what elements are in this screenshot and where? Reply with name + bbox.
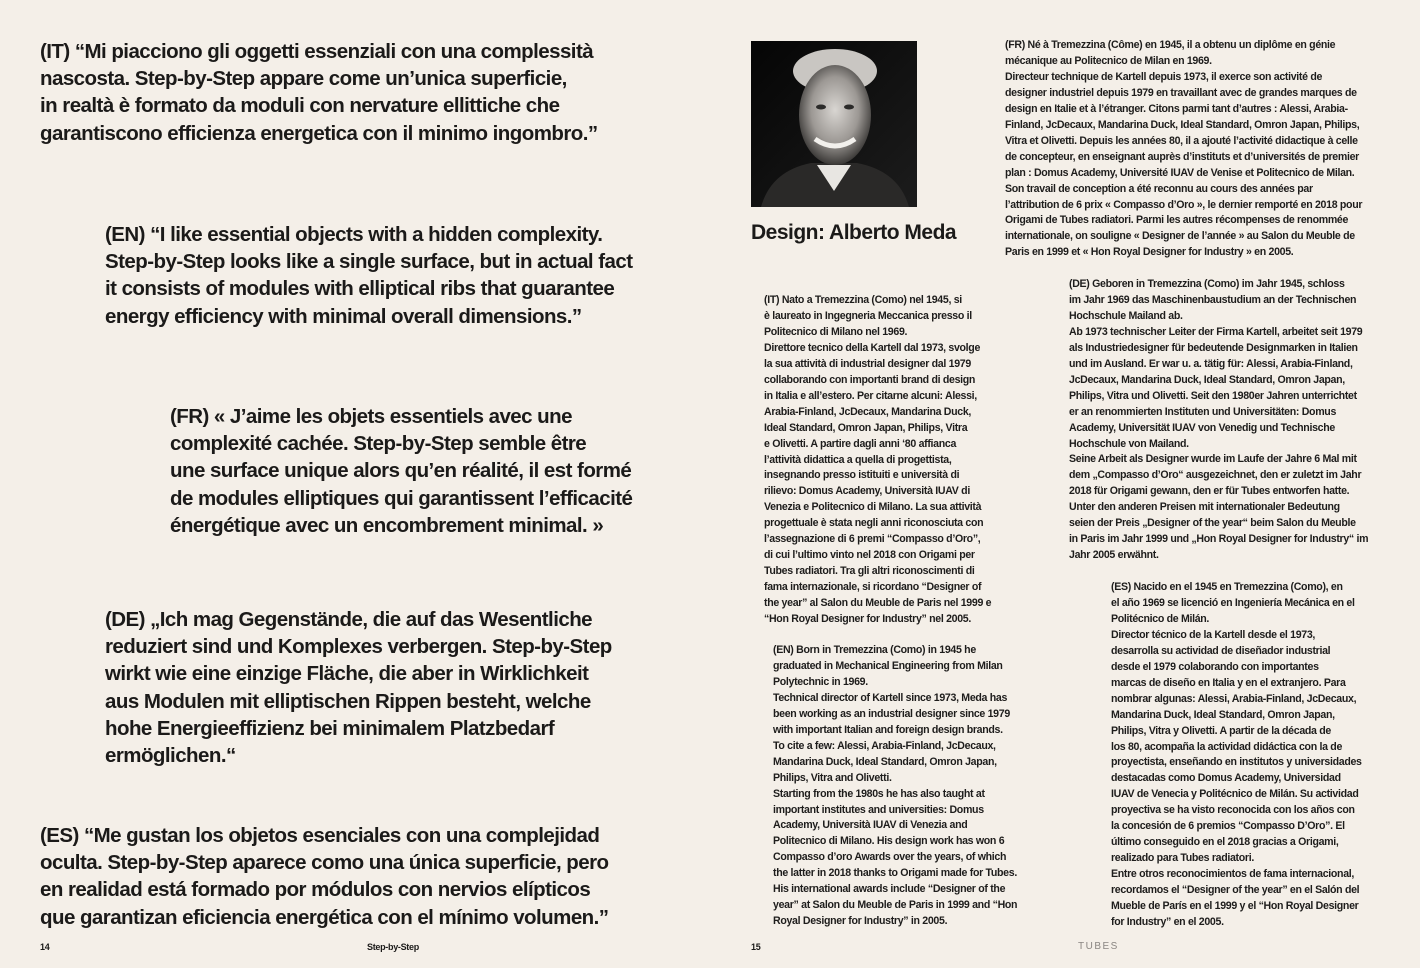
text-line: desde el 1979 colaborando con importantes [1111, 660, 1319, 673]
text-line: de modules elliptiques qui garantissent l’efficacité [170, 486, 633, 510]
text-line: l’attività didattica a quella di progettista, [764, 453, 952, 466]
text-line: progettuale è stata negli anni riconosciuta con [764, 517, 984, 530]
text-line: l’attribution de 6 prix « Compasso d’Oro », le dernier remporté en 2018 pour [1005, 198, 1363, 211]
text-line: Ab 1973 technischer Leiter der Firma Kartell, arbeitet seit 1979 [1069, 325, 1363, 338]
text-line: destacadas como Domus Academy, Universidad [1111, 772, 1341, 785]
text-line: garantiscono efficienza energetica con il minimo ingombro.” [40, 121, 598, 145]
text-line: recordamos el “Designer of the year” en el Salón del [1111, 884, 1360, 897]
text-line: internationale, on souligne « Designer de l’année » au Salon du Meuble de [1005, 230, 1355, 243]
text-line: Step-by-Step looks like a single surface, but in actual fact [105, 250, 633, 274]
text-line: di cui l’ultimo vinto nel 2018 con Origami per [764, 549, 975, 562]
text-line: er an renommierten Instituten und Universitäten: Domus [1069, 405, 1337, 418]
text-line: la sua attività di industrial designer dal 1979 [764, 357, 971, 370]
designer-heading: Design: Alberto Meda [751, 221, 957, 244]
text-line: Mueble de París en el 1999 y el “Hon Royal Designer [1111, 900, 1359, 913]
text-line: JcDecaux, Mandarina Duck, Ideal Standard, Omron Japan, [1069, 373, 1345, 386]
text-line: collaborando con importanti brand di design [764, 373, 976, 386]
text-line: énergétique avec un encombrement minimal. » [170, 513, 604, 537]
text-line: design en Italie et à l’étranger. Citons parmi tant d’autres : Alessi, Arabia- [1005, 102, 1348, 115]
brand-logo: TUBES [1078, 941, 1119, 952]
text-line: Seine Arbeit als Designer wurde im Laufe der Jahre 6 Mal mit [1069, 453, 1357, 466]
text-line: Mandarina Duck, Ideal Standard, Omron Japan, [1111, 708, 1335, 721]
quote-fr [170, 403, 632, 539]
text-line: Tubes radiatori. Tra gli altri riconoscimenti di [764, 565, 975, 578]
text-line: (ES) Nacido en el 1945 en Tremezzina (Como), en [1111, 581, 1343, 593]
text-line: è laureato in Ingegneria Meccanica presso il [764, 309, 972, 322]
quote-en [105, 221, 632, 330]
bio-it [764, 293, 991, 628]
text-line: nascosta. Step-by-Step appare come un’unica superficie, [40, 67, 567, 91]
text-line: fama internazionale, si ricordano “Designer of [764, 581, 982, 594]
text-line: realizado para Tubes radiatori. [1111, 852, 1254, 865]
text-line: in Italia e all’estero. Per citarne alcuni: Alessi, [764, 389, 977, 402]
quote-de [105, 606, 612, 769]
text-line: en realidad está formado por módulos con nervios elípticos [40, 878, 591, 902]
page-number-right: 15 [751, 942, 761, 952]
text-line: (FR) Né à Tremezzina (Côme) en 1945, il a obtenu un diplôme en génie [1005, 39, 1336, 51]
text-line: Entre otros reconocimientos de fama internacional, [1111, 868, 1355, 881]
text-line: (DE) Geboren in Tremezzina (Como) im Jahr 1945, schloss [1069, 278, 1345, 290]
text-line: Academy, Universität IUAV von Venedig und Technische [1069, 421, 1335, 434]
text-line: de concepteur, en enseignant auprès d’instituts et d’universités de premier [1005, 150, 1359, 163]
text-line: seien der Preis „Designer of the year“ beim Salon du Meuble [1069, 517, 1356, 530]
text-line: marcas de diseño en Italia y en el extranjero. Para [1111, 676, 1346, 689]
text-line: in realtà è formato da moduli con nervature ellittiche che [40, 94, 560, 118]
text-line: year” at Salon du Meuble de Paris in 1999 and “Hon [773, 899, 1018, 912]
text-line: complexité cachée. Step-by-Step semble être [170, 432, 587, 456]
text-line: el año 1969 se licenció en Ingeniería Mecánica en el [1111, 596, 1355, 609]
text-line: Polytechnic in 1969. [773, 675, 868, 688]
page-number-left: 14 [40, 942, 50, 952]
text-line: Mandarina Duck, Ideal Standard, Omron Japan, [773, 755, 997, 768]
text-line: plan : Domus Academy, Université IUAV de Venise et Politecnico de Milan. [1005, 166, 1355, 179]
text-line: que garantizan eficiencia energética con el mínimo volumen.” [40, 905, 609, 929]
text-line: (EN) Born in Tremezzina (Como) in 1945 he [773, 644, 976, 656]
text-line: (IT) Nato a Tremezzina (Como) nel 1945, si [764, 294, 962, 306]
text-line: wirkt wie eine einzige Fläche, die aber in Wirklichkeit [105, 662, 589, 686]
text-line: graduated in Mechanical Engineering from Milan [773, 659, 1003, 672]
text-line: proyectista, enseñando en institutos y universidades [1111, 756, 1362, 769]
text-line: Politecnico di Milano. His design work has won 6 [773, 835, 1005, 848]
designer-portrait-photo [751, 41, 917, 207]
text-line: the latter in 2018 thanks to Origami made for Tubes. [773, 867, 1017, 880]
text-line: Philips, Vitra und Olivetti. Seit den 1980er Jahren unterrichtet [1069, 389, 1357, 402]
bio-en [773, 643, 1017, 930]
text-line: und im Ausland. Er war u. a. tätig für: Alessi, Arabia-Finland, [1069, 357, 1353, 370]
text-line: (EN) “I like essential objects with a hidden complexity. [105, 223, 603, 246]
text-line: Royal Designer for Industry” in 2005. [773, 915, 948, 928]
text-line: une surface unique alors qu’en réalité, il est formé [170, 459, 632, 483]
text-line: (FR) « J’aime les objets essentiels avec une [170, 405, 572, 428]
text-line: insegnando presso istituiti e università di [764, 469, 960, 482]
bio-es [1111, 580, 1362, 931]
text-line: im Jahr 1969 das Maschinenbaustudium an der Technischen [1069, 293, 1357, 306]
text-line: energy efficiency with minimal overall dimensions.” [105, 304, 582, 328]
text-line: To cite a few: Alessi, Arabia-Finland, JcDecaux, [773, 739, 996, 752]
text-line: Origami de Tubes radiatori. Parmi les autres récompenses de renommée [1005, 214, 1349, 227]
text-line: Ideal Standard, Omron Japan, Philips, Vitra [764, 421, 968, 434]
text-line: designer industriel depuis 1979 en travaillant avec de grandes marques de [1005, 86, 1357, 99]
text-line: with important Italian and foreign design brands. [773, 723, 1003, 736]
text-line: Direttore tecnico della Kartell dal 1973, svolge [764, 341, 981, 354]
text-line: reduziert sind und Komplexes verbergen. Step-by-Step [105, 635, 612, 659]
text-line: Technical director of Kartell since 1973, Meda has [773, 691, 1008, 704]
text-line: Director técnico de la Kartell desde el 1973, [1111, 628, 1316, 641]
text-line: Unter den anderen Preisen mit internationaler Bedeutung [1069, 501, 1340, 514]
text-line: hohe Energieeffizienz bei minimalem Platzbedarf [105, 716, 555, 740]
quote-it [40, 38, 598, 147]
text-line: Hochschule Mailand ab. [1069, 309, 1183, 322]
text-line: l’assegnazione di 6 premi “Compasso d’Oro”, [764, 533, 981, 546]
text-line: “Hon Royal Designer for Industry” nel 2005. [764, 613, 971, 626]
text-line: Finland, JcDecaux, Mandarina Duck, Ideal Standard, Omron Japan, Philips, [1005, 118, 1360, 131]
text-line: Philips, Vitra and Olivetti. [773, 771, 892, 784]
text-line: Philips, Vitra y Olivetti. A partir de la década de [1111, 724, 1331, 737]
text-line: Son travail de conception a été reconnu au cours des années par [1005, 182, 1313, 195]
text-line: Vitra et Olivetti. Depuis les années 80, il a ajouté l’activité didactique à celle [1005, 134, 1358, 147]
text-line: e Olivetti. A partire dagli anni ‘80 affianca [764, 437, 957, 450]
text-line: 2018 für Origami gewann, den er für Tubes entworfen hatte. [1069, 485, 1350, 498]
text-line: Directeur technique de Kartell depuis 1973, il exerce son activité de [1005, 70, 1323, 83]
text-line: ermöglichen.“ [105, 744, 236, 768]
text-line: the year” al Salon du Meuble de Paris nel 1999 e [764, 597, 992, 610]
text-line: Paris en 1999 et « Hon Royal Designer for Industry » en 2005. [1005, 246, 1294, 259]
text-line: Venezia e Politecnico di Milano. La sua attività [764, 501, 982, 514]
text-line: Hochschule von Mailand. [1069, 437, 1189, 450]
text-line: (DE) „Ich mag Gegenstände, die auf das Wesentliche [105, 608, 593, 631]
text-line: rilievo: Domus Academy, Università IUAV di [764, 485, 970, 498]
text-line: los 80, acompaña la actividad didáctica con la de [1111, 740, 1343, 753]
text-line: for Industry” en el 2005. [1111, 916, 1224, 929]
text-line: mécanique au Politecnico de Milan en 1969. [1005, 54, 1212, 67]
text-line: Arabia-Finland, JcDecaux, Mandarina Duck, [764, 405, 972, 418]
text-line: aus Modulen mit elliptischen Rippen besteht, welche [105, 689, 591, 713]
text-line: Politecnico di Milano nel 1969. [764, 325, 908, 338]
text-line: been working as an industrial designer since 1979 [773, 707, 1010, 720]
text-line: último conseguido en el 2018 gracias a Origami, [1111, 836, 1339, 849]
section-title: Step-by-Step [367, 942, 419, 952]
text-line: Politécnico de Milán. [1111, 612, 1210, 625]
text-line: IUAV de Venecia y Politécnico de Milán. Su actividad [1111, 788, 1359, 801]
text-line: it consists of modules with elliptical ribs that guarantee [105, 277, 615, 301]
text-line: important institutes and universities: Domus [773, 803, 984, 816]
text-line: proyectiva se ha visto reconocida con los años con [1111, 804, 1355, 817]
text-line: dem „Compasso d’Oro“ ausgezeichnet, den er zuletzt im Jahr [1069, 469, 1362, 482]
text-line: la concesión de 6 premios “Compasso D’Oro”. El [1111, 820, 1345, 833]
text-line: Academy, Università IUAV di Venezia and [773, 819, 968, 832]
bio-fr [1005, 38, 1362, 261]
text-line: Jahr 2005 erwähnt. [1069, 549, 1159, 562]
text-line: (ES) “Me gustan los objetos esenciales con una complejidad [40, 824, 600, 847]
text-line: oculta. Step-by-Step aparece como una única superficie, pero [40, 851, 609, 875]
quote-es [40, 822, 609, 931]
bio-de [1069, 277, 1368, 564]
text-line: in Paris im Jahr 1999 und „Hon Royal Designer for Industry“ im [1069, 533, 1369, 546]
text-line: nombrar algunas: Alessi, Arabia-Finland, JcDecaux, [1111, 692, 1357, 705]
text-line: desarrolla su actividad de diseñador industrial [1111, 644, 1331, 657]
text-line: Starting from the 1980s he has also taught at [773, 787, 985, 800]
text-line: Compasso d’oro Awards over the years, of which [773, 851, 1007, 864]
text-line: His international awards include “Designer of the [773, 883, 1006, 896]
text-line: (IT) “Mi piacciono gli oggetti essenziali con una complessità [40, 40, 594, 63]
text-line: als Industriedesigner für bedeutende Designmarken in Italien [1069, 341, 1358, 354]
